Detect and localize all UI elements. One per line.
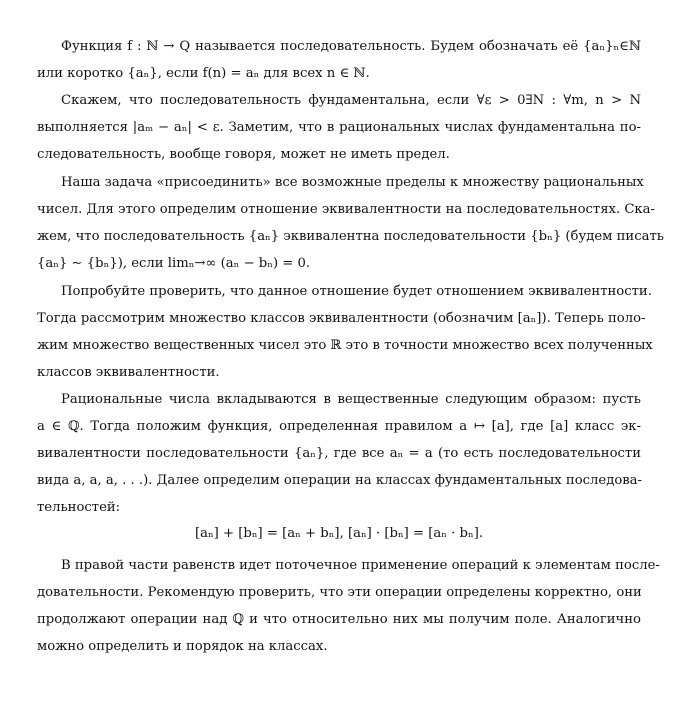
p7-line4: можно определить и порядок на классах. (37, 639, 328, 654)
p4-line2: Тогда рассмотрим множество классов эквивалентности (обозначим [aₙ]). Теперь поло- (37, 311, 646, 326)
p5-line1: Рациональные числа вкладываются в вещественные следующим образом: пусть (61, 392, 641, 407)
p2-line2: выполняется |aₘ − aₙ| < ε. Заметим, что в рациональных числах фундаментальна по- (37, 120, 641, 135)
p2-line3: следовательность, вообще говоря, может не иметь предел. (37, 147, 450, 162)
p7-line3: продолжают операции над ℚ и что относительно них мы получим поле. Аналогично (37, 612, 641, 627)
p5-line4: вида a, a, a, . . .). Далее определим операции на классах фундаментальных последова- (37, 473, 643, 488)
p7-line2: довательности. Рекомендую проверить, что эти операции определены корректно, они (37, 585, 642, 600)
p1-line1: Функция f : ℕ → Q называется последовательность. Будем обозначать её {aₙ}ₙ∈ℕ (61, 39, 641, 54)
p5-line2: a ∈ ℚ. Тогда положим функция, определенная правилом a ↦ [a], где [a] класс эк- (37, 419, 641, 434)
p1-line2: или коротко {aₙ}, если f(n) = aₙ для всех n ∈ ℕ. (37, 66, 370, 81)
display-formula: [aₙ] + [bₙ] = [aₙ + bₙ], [aₙ] · [bₙ] = [aₙ · bₙ]. (194, 526, 484, 541)
p5-line3: вивалентности последовательности {aₙ}, где все aₙ = a (то есть последовательности (37, 446, 641, 461)
p3-line2: чисел. Для этого определим отношение эквивалентности на последовательностях. Ска- (37, 202, 655, 217)
p2-line1: Скажем, что последовательность фундаментальна, если ∀ε > 0∃N : ∀m, n > N (61, 93, 641, 108)
p3-line3: жем, что последовательность {aₙ} эквивалентна последовательности {bₙ} (будем писать (37, 229, 664, 244)
p3-line1: Наша задача «присоединить» все возможные пределы к множеству рациональных (61, 175, 644, 190)
p4-line1: Попробуйте проверить, что данное отношение будет отношением эквивалентности. (61, 284, 652, 299)
p3-line4: {aₙ} ∼ {bₙ}), если limₙ→∞ (aₙ − bₙ) = 0. (37, 256, 311, 271)
p7-line1: В правой части равенств идет поточечное применение операций к элементам после- (61, 558, 660, 573)
p4-line4: классов эквивалентности. (37, 365, 220, 380)
p5-line5: тельностей: (37, 500, 121, 515)
p4-line3: жим множество вещественных чисел это ℝ это в точности множество всех полученных (37, 338, 653, 353)
